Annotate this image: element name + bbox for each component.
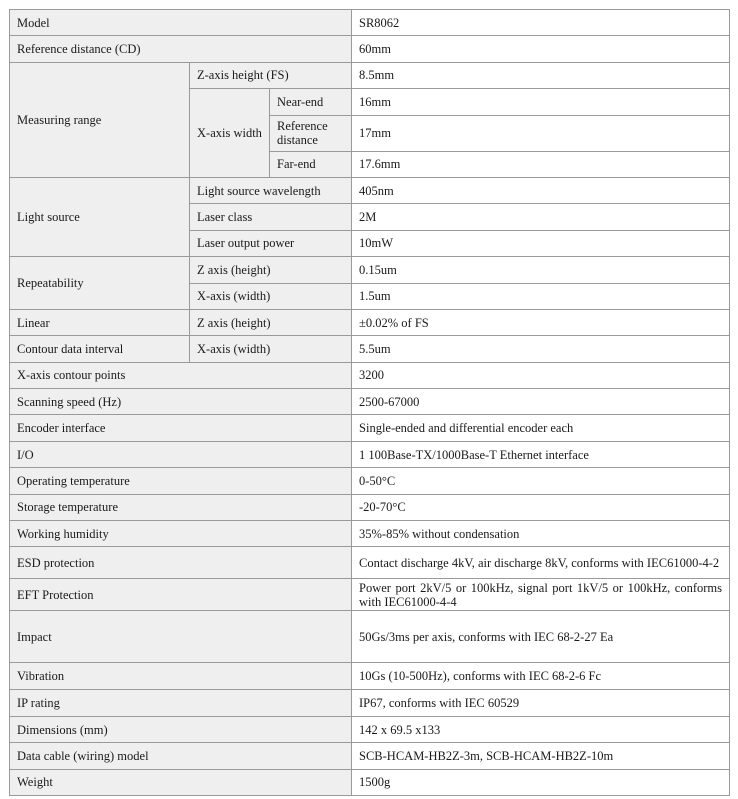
table-row (10, 769, 730, 795)
contour-interval-label: Contour data interval (10, 336, 190, 362)
table-row (10, 547, 730, 579)
impact-value: 50Gs/3ms per axis, conforms with IEC 68-2-27 Ea (352, 611, 730, 663)
table-row (10, 579, 730, 611)
table-row (10, 441, 730, 467)
scanning-speed-value: 2500-67000 (352, 389, 730, 415)
humidity-label: Working humidity (10, 521, 352, 547)
table-row (10, 362, 730, 388)
vibration-label: Vibration (10, 663, 352, 690)
esd-label: ESD protection (10, 547, 352, 579)
table-row (10, 494, 730, 520)
z-height-value: 8.5mm (352, 62, 730, 88)
contour-points-label: X-axis contour points (10, 362, 352, 388)
near-end-value: 16mm (352, 89, 730, 115)
vibration-value: 10Gs (10-500Hz), conforms with IEC 68-2-6 Fc (352, 663, 730, 690)
wavelength-value: 405nm (352, 177, 730, 203)
weight-label: Weight (10, 769, 352, 795)
io-label: I/O (10, 441, 352, 467)
table-row (10, 309, 730, 335)
table-row (10, 177, 730, 203)
cable-value: SCB-HCAM-HB2Z-3m, SCB-HCAM-HB2Z-10m (352, 743, 730, 769)
table-row (10, 663, 730, 690)
table-row (10, 468, 730, 494)
table-row (10, 690, 730, 716)
table-row (10, 521, 730, 547)
repeat-z-value: 0.15um (352, 257, 730, 283)
table-row (10, 743, 730, 769)
table-row (10, 716, 730, 742)
table-row (10, 415, 730, 441)
contour-interval-sub-label: X-axis (width) (190, 336, 352, 362)
table-row (10, 10, 730, 36)
output-power-label: Laser output power (190, 230, 352, 256)
repeat-z-label: Z axis (height) (190, 257, 352, 283)
z-height-label: Z-axis height (FS) (190, 62, 352, 88)
linear-value: ±0.02% of FS (352, 309, 730, 335)
model-label: Model (10, 10, 352, 36)
contour-interval-value: 5.5um (352, 336, 730, 362)
linear-sub-label: Z axis (height) (190, 309, 352, 335)
operating-temp-label: Operating temperature (10, 468, 352, 494)
measuring-range-label: Measuring range (10, 62, 190, 177)
ip-rating-label: IP rating (10, 690, 352, 716)
far-end-label: Far-end (270, 151, 352, 177)
repeat-x-label: X-axis (width) (190, 283, 352, 309)
table-row (10, 611, 730, 663)
ref-distance-value: 17mm (352, 115, 730, 151)
table-row (10, 389, 730, 415)
wavelength-label: Light source wavelength (190, 177, 352, 203)
eft-value: Power port 2kV/5 or 100kHz, signal port 1kV/5 or 100kHz, conforms with IEC61000-4-4 (352, 579, 730, 611)
eft-label: EFT Protection (10, 579, 352, 611)
contour-points-value: 3200 (352, 362, 730, 388)
x-width-label: X-axis width (190, 89, 270, 178)
io-value: 1 100Base-TX/1000Base-T Ethernet interface (352, 441, 730, 467)
table-row (10, 62, 730, 88)
encoder-label: Encoder interface (10, 415, 352, 441)
storage-temp-value: -20-70°C (352, 494, 730, 520)
table-row (10, 336, 730, 362)
storage-temp-label: Storage temperature (10, 494, 352, 520)
table-row (10, 257, 730, 283)
dimensions-label: Dimensions (mm) (10, 716, 352, 742)
cable-label: Data cable (wiring) model (10, 743, 352, 769)
repeatability-label: Repeatability (10, 257, 190, 310)
far-end-value: 17.6mm (352, 151, 730, 177)
laser-class-value: 2M (352, 204, 730, 230)
ref-distance-label: Reference distance (270, 115, 352, 151)
humidity-value: 35%-85% without condensation (352, 521, 730, 547)
reference-distance-label: Reference distance (CD) (10, 36, 352, 62)
linear-label: Linear (10, 309, 190, 335)
ip-rating-value: IP67, conforms with IEC 60529 (352, 690, 730, 716)
spec-table (9, 9, 730, 796)
operating-temp-value: 0-50°C (352, 468, 730, 494)
esd-value: Contact discharge 4kV, air discharge 8kV, conforms with IEC61000-4-2 (352, 547, 730, 579)
light-source-label: Light source (10, 177, 190, 256)
table-row (10, 36, 730, 62)
weight-value: 1500g (352, 769, 730, 795)
laser-class-label: Laser class (190, 204, 352, 230)
impact-label: Impact (10, 611, 352, 663)
encoder-value: Single-ended and differential encoder each (352, 415, 730, 441)
dimensions-value: 142 x 69.5 x133 (352, 716, 730, 742)
repeat-x-value: 1.5um (352, 283, 730, 309)
scanning-speed-label: Scanning speed (Hz) (10, 389, 352, 415)
reference-distance-value: 60mm (352, 36, 730, 62)
output-power-value: 10mW (352, 230, 730, 256)
model-value: SR8062 (352, 10, 730, 36)
near-end-label: Near-end (270, 89, 352, 115)
